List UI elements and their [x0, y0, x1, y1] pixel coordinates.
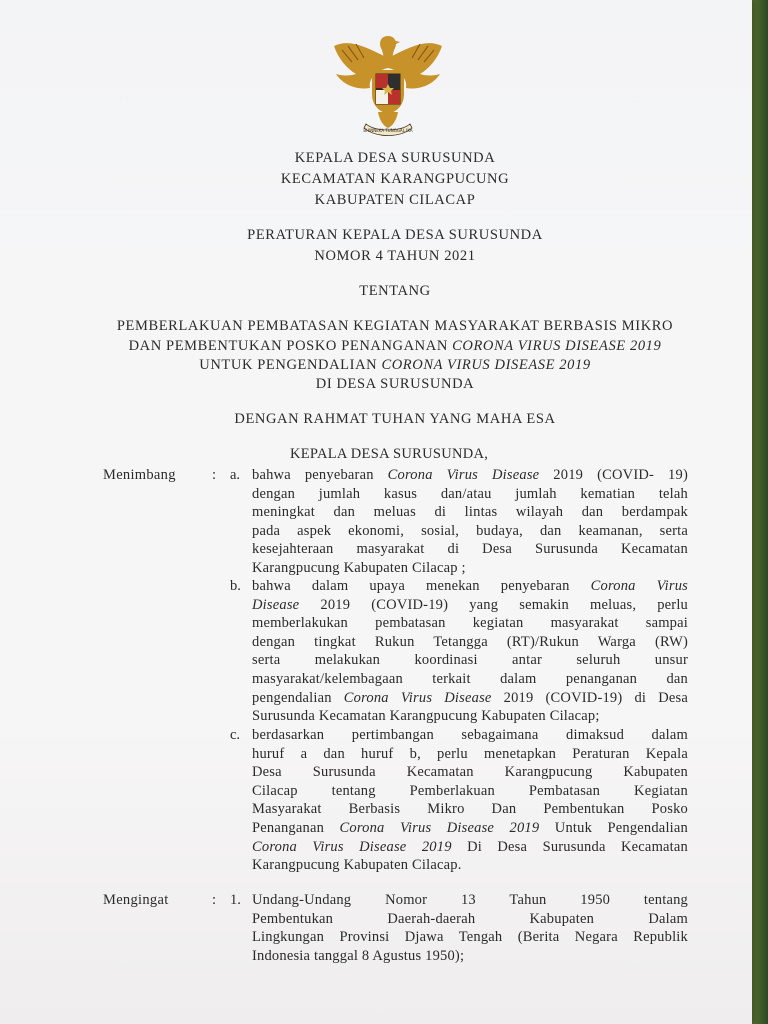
text-run: 2019 (COVID-19) yang semakin meluas, perlu	[299, 596, 688, 613]
italic-term: Disease	[252, 596, 300, 613]
menimbang-b-mark: b.	[230, 578, 241, 594]
text-run: bahwa dalam upaya menekan penyebaran	[252, 578, 591, 594]
text-run: pengendalian	[252, 689, 344, 706]
text-run: huruf a dan huruf b, perlu menetapkan Peraturan Kepala	[252, 745, 688, 762]
text-run: Cilacap tentang Pemberlakuan Pembatasan Kegiatan	[252, 782, 688, 799]
paragraph-line	[252, 559, 688, 578]
paragraph-line	[252, 503, 688, 522]
text-run: meningkat dan meluas di lintas wilayah dan berdampak	[252, 504, 688, 521]
header-line-3: KABUPATEN CILACAP	[314, 192, 476, 208]
mengingat-1-text	[252, 891, 688, 965]
mengingat-1-mark: 1.	[230, 892, 241, 908]
menimbang-a-text	[252, 466, 688, 578]
paragraph-line	[252, 745, 688, 764]
text-run: dengan tingkat Rukun Tetangga (RT)/Rukun Warga (RW)	[252, 633, 688, 650]
paragraph-line	[252, 614, 688, 633]
text-run: Pembentukan Daerah-daerah Kabupaten Dalam	[252, 910, 688, 927]
paragraph-line	[252, 651, 688, 670]
paragraph-line	[252, 910, 688, 929]
text-run: Indonesia tanggal 8 Agustus 1950);	[252, 947, 465, 964]
header-line-2: KECAMATAN KARANGPUCUNG	[280, 171, 510, 187]
text-run: Untuk Pengendalian	[539, 819, 688, 836]
text-run: Surusunda Kecamatan Karangpucung Kabupaten Cilacap;	[252, 708, 600, 725]
italic-term: Corona Virus Disease	[343, 689, 492, 706]
subject-line-2: DAN PEMBENTUKAN POSKO PENANGANAN CORONA VIRUS DISEASE 2019	[128, 338, 662, 354]
paragraph-line	[252, 485, 688, 504]
regulation-about: TENTANG	[359, 283, 431, 299]
text-run: Penanganan	[252, 819, 340, 836]
text-run: berdasarkan pertimbangan sebagaimana dimaksud dalam	[252, 727, 688, 743]
paragraph-line	[252, 800, 688, 819]
subject-line-1: PEMBERLAKUAN PEMBATASAN KEGIATAN MASYARAKAT BERBASIS MIKRO	[116, 318, 674, 334]
paragraph-line	[252, 819, 688, 838]
menimbang-c-text	[252, 726, 688, 875]
invocation: DENGAN RAHMAT TUHAN YANG MAHA ESA	[234, 411, 556, 427]
regulation-title: PERATURAN KEPALA DESA SURUSUNDA	[247, 227, 543, 243]
paragraph-line	[252, 947, 688, 966]
paragraph-line	[252, 670, 688, 689]
text-run: dengan jumlah kasus dan/atau jumlah kematian telah	[252, 485, 688, 502]
signatory: KEPALA DESA SURUSUNDA,	[290, 446, 489, 462]
paragraph-line	[252, 689, 688, 708]
mengingat-colon: :	[212, 892, 217, 908]
text-run: Desa Surusunda Kecamatan Karangpucung Kabupaten	[252, 764, 688, 781]
italic-term: Corona Virus Disease 2019	[339, 819, 540, 836]
text-run: bahwa penyebaran	[252, 467, 388, 483]
paragraph-line	[252, 726, 688, 745]
header-line-1: KEPALA DESA SURUSUNDA	[294, 150, 496, 166]
menimbang-label: Menimbang	[103, 467, 176, 483]
text-run: Karangpucung Kabupaten Cilacap ;	[252, 559, 466, 576]
garuda-emblem-icon	[328, 28, 448, 140]
text-run: memberlakukan pembatasan kegiatan masyarakat sampai	[252, 615, 688, 632]
italic-term: Corona Virus Disease	[387, 467, 540, 483]
paragraph-line	[252, 466, 688, 485]
paragraph-line	[252, 577, 688, 596]
text-run: Undang-Undang Nomor 13 Tahun 1950 tentang	[252, 892, 688, 908]
paragraph-line	[252, 928, 688, 947]
paragraph-line	[252, 596, 688, 615]
text-run: serta melakukan koordinasi antar seluruh unsur	[252, 652, 688, 669]
paragraph-line	[252, 838, 688, 857]
text-run: 2019 (COVID-19) di Desa	[491, 689, 689, 706]
subject-line-3: UNTUK PENGENDALIAN CORONA VIRUS DISEASE 2019	[199, 357, 591, 373]
menimbang-b-text	[252, 577, 688, 726]
text-run: 2019 (COVID- 19)	[539, 467, 688, 483]
menimbang-c-mark: c.	[230, 727, 241, 743]
paragraph-line	[252, 633, 688, 652]
svg-text:BHINNEKA TUNGGAL IKA: BHINNEKA TUNGGAL IKA	[363, 128, 413, 133]
paragraph-line	[252, 707, 688, 726]
italic-term: Corona Virus Disease 2019	[252, 838, 452, 855]
text-run: pada aspek ekonomi, sosial, budaya, dan keamanan, serta	[252, 522, 688, 539]
menimbang-colon: :	[212, 467, 217, 483]
paragraph-line	[252, 522, 688, 541]
text-run: kesejahteraan masyarakat di Desa Surusunda Kecamatan	[252, 541, 688, 558]
italic-term: Corona Virus	[590, 578, 688, 594]
paragraph-line	[252, 782, 688, 801]
paragraph-line	[252, 891, 688, 910]
subject-line-4: DI DESA SURUSUNDA	[315, 376, 475, 392]
text-run: Karangpucung Kabupaten Cilacap.	[252, 857, 462, 874]
regulation-number: NOMOR 4 TAHUN 2021	[314, 248, 476, 264]
menimbang-a-mark: a.	[230, 467, 241, 483]
mengingat-label: Mengingat	[103, 892, 169, 908]
text-run: masyarakat/kelembagaan terkait dalam penanganan dan	[252, 670, 688, 687]
text-run: Masyarakat Berbasis Mikro Dan Pembentukan Posko	[252, 801, 688, 818]
paragraph-line	[252, 540, 688, 559]
text-run: Di Desa Surusunda Kecamatan	[451, 838, 689, 855]
text-run: Lingkungan Provinsi Djawa Tengah (Berita Negara Republik	[252, 929, 688, 946]
paragraph-line	[252, 763, 688, 782]
paragraph-line	[252, 856, 688, 875]
